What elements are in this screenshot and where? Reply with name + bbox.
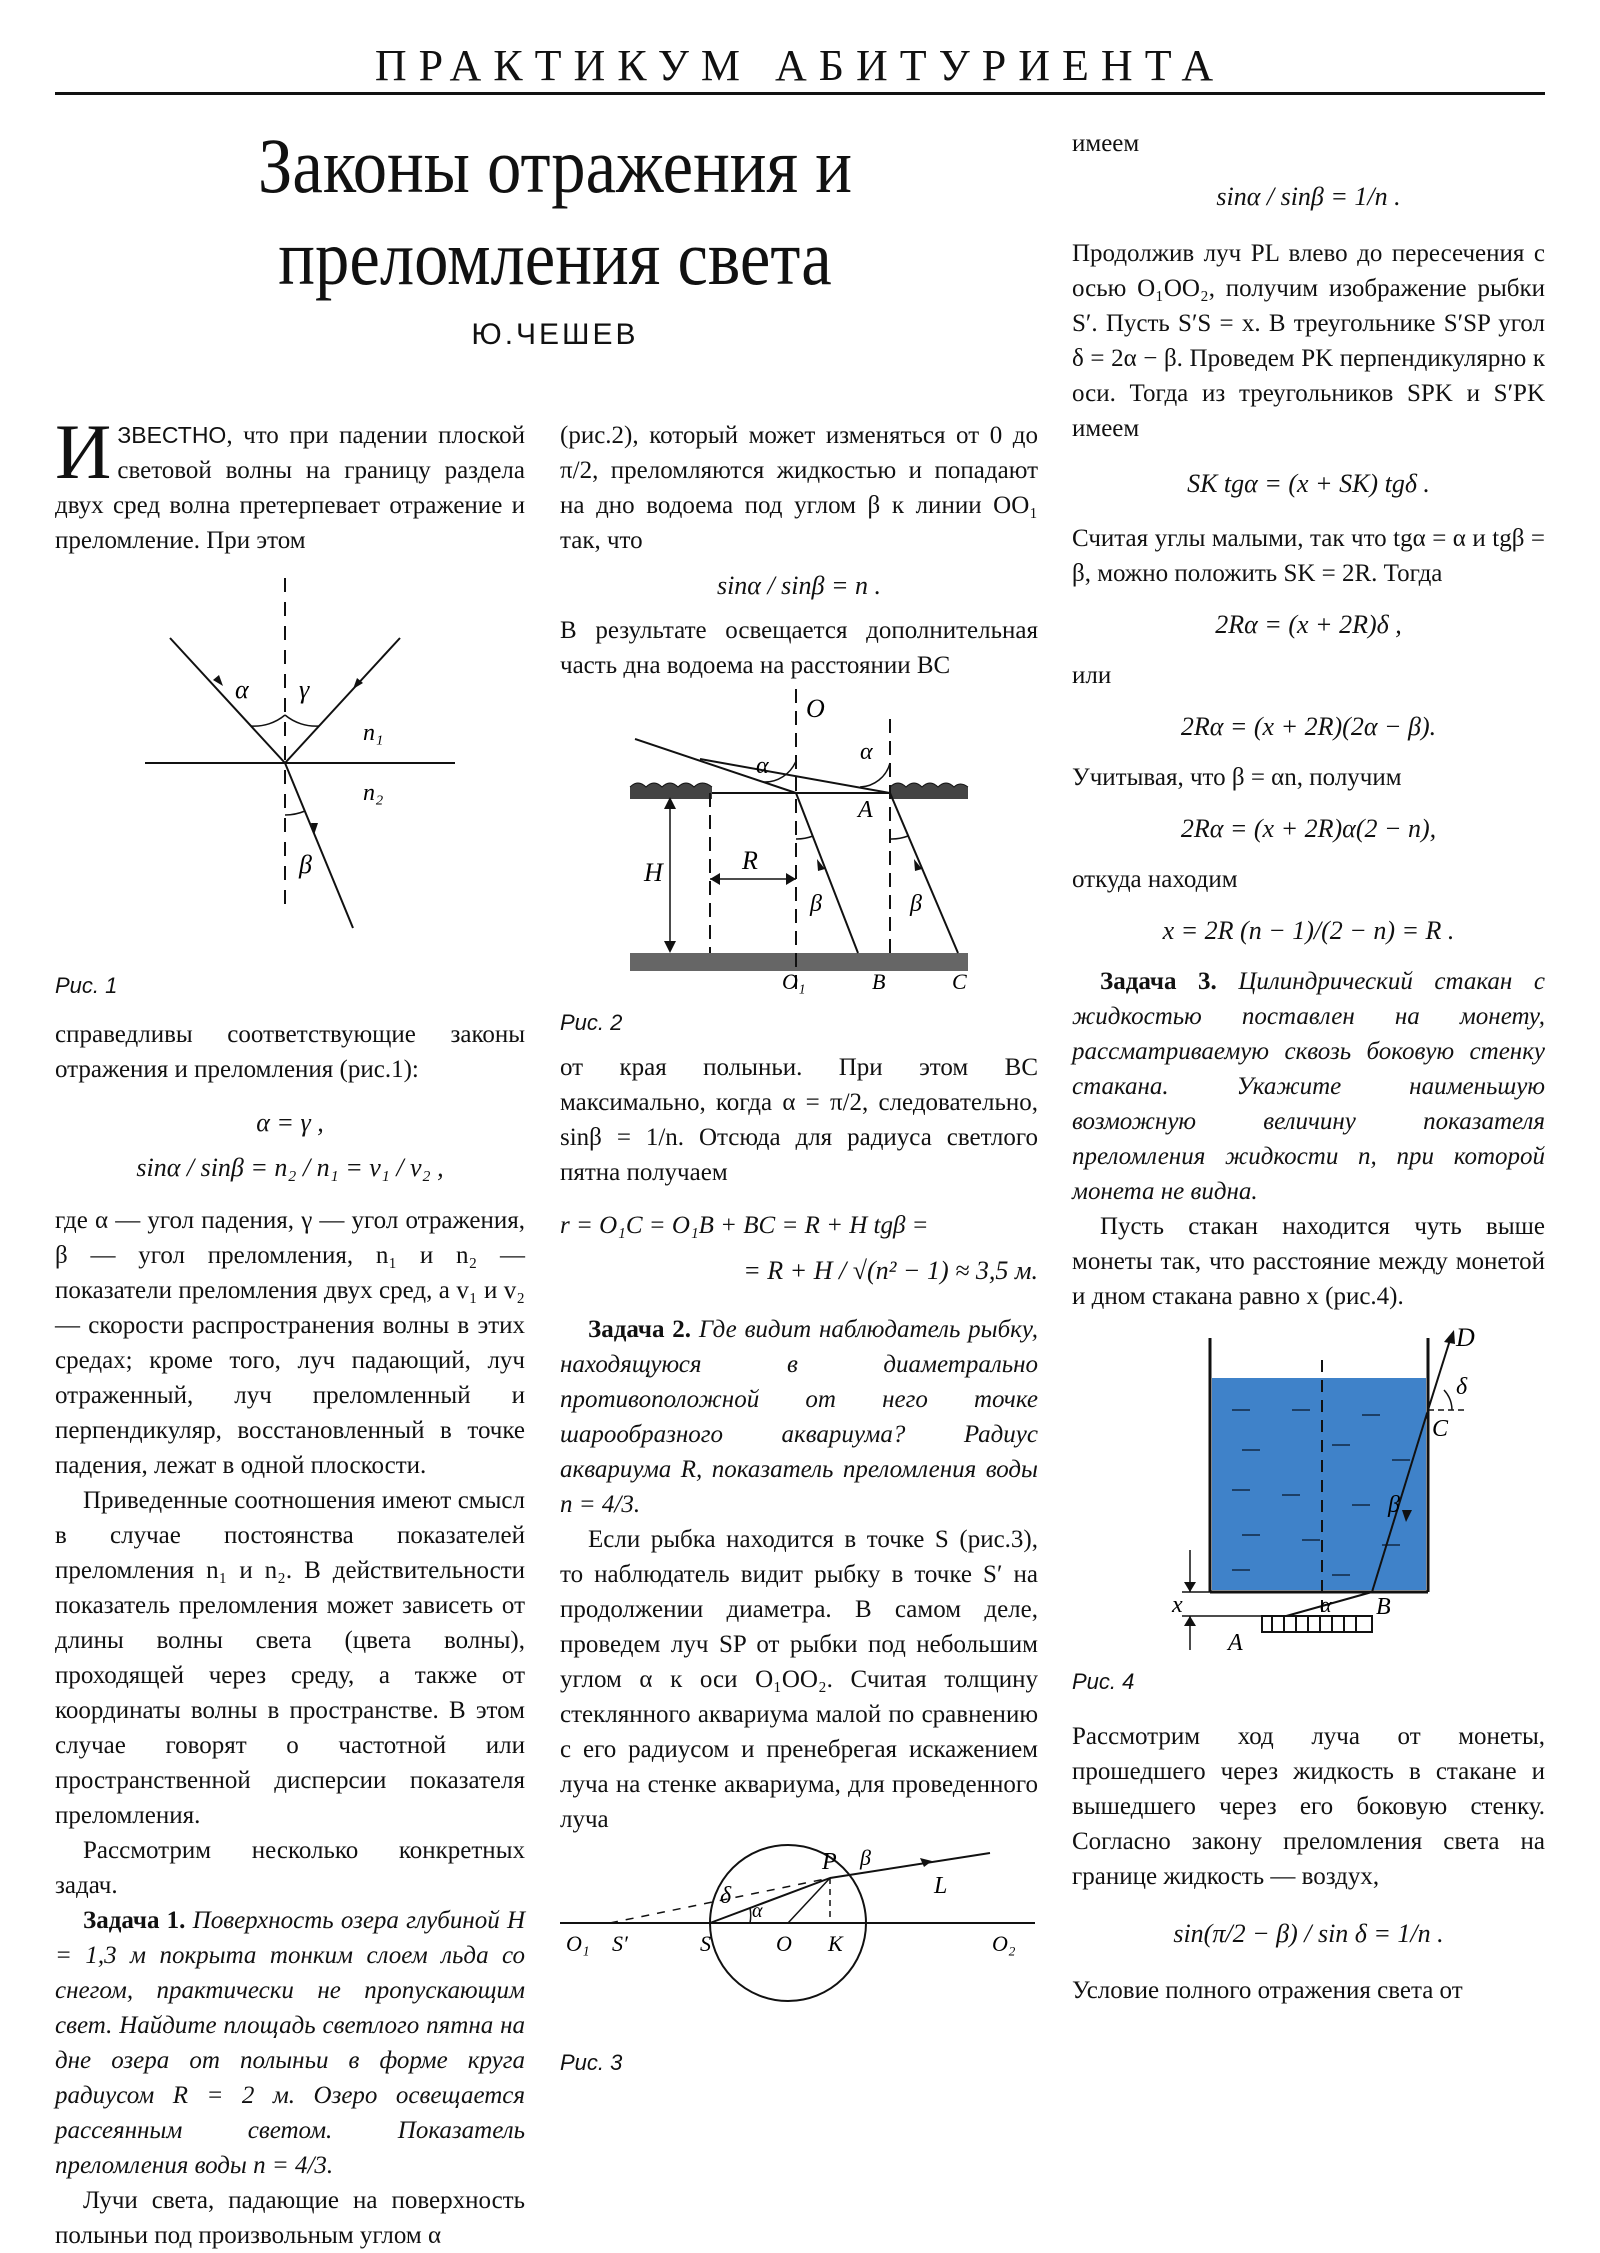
column-2 — [560, 418, 1038, 2080]
eq-a: 2Rα = (x + 2R)δ , — [1215, 610, 1402, 639]
fig2-B: B — [872, 969, 886, 994]
fig2-R: R — [742, 846, 758, 875]
figure-3 — [560, 1843, 1038, 2033]
fig4-beta: β — [1388, 1492, 1400, 1518]
fig3-O: O — [776, 1931, 792, 1956]
fig2-beta-1: β — [810, 891, 822, 917]
eq-sk: SK tgα = (x + SK) tgδ . — [1187, 469, 1430, 498]
eq-refraction: sinα / sinβ = n₂ / n₁ = v₁ / v₂ , — [136, 1153, 444, 1182]
solution3: Пусть стакан находится чуть выше монеты так, что расстояние между монетой и дном стакана равно x (рис.4). — [1072, 1213, 1545, 1310]
have-word: имеем — [1072, 130, 1140, 157]
task3-text: Цилиндрический стакан с жидкостью поставлен на монету, рассматриваемую сквозь боковую стенку стакана. Укажите наименьшую возможную величину показателя преломления жидкости n, при которой монета не видна. — [1072, 968, 1545, 1205]
consider-paragraph: Рассмотрим несколько конкретных задач. — [55, 1837, 525, 1899]
fig2-caption: Рис. 2 — [560, 1010, 623, 1035]
fig2-O: O — [806, 694, 825, 723]
task1 — [55, 1903, 525, 2183]
intro-text: , что при падении плоской световой волны на границу раздела двух сред волна претерпевает отражение и преломление. При этом — [55, 422, 525, 554]
eq-snell: sinα / sinβ = n . — [716, 571, 882, 600]
fig1-alpha: α — [235, 675, 249, 704]
column-3 — [1072, 126, 1545, 2008]
eq-c: 2Rα = (x + 2R)α(2 − n), — [1180, 814, 1437, 843]
figure-1 — [55, 568, 525, 978]
header-rule — [55, 92, 1545, 95]
fig3-O1: O₁ — [566, 1931, 590, 1956]
fig3-O2: O₂ — [992, 1931, 1016, 1956]
fig2-H: H — [644, 858, 663, 887]
rays-paragraph: Лучи света, падающие на поверхность полыньи под произвольным углом α — [55, 2187, 525, 2249]
fig1-gamma: γ — [299, 675, 310, 704]
fig2-A: A — [858, 797, 873, 823]
figure-4 — [1072, 1320, 1545, 1670]
task2 — [560, 1312, 1038, 1522]
task3 — [1072, 964, 1545, 1209]
fig1-beta: β — [299, 850, 312, 879]
fig1-caption: Рис. 1 — [55, 973, 118, 998]
fig2-alpha-2: α — [860, 739, 873, 765]
fig4-B: B — [1376, 1594, 1391, 1620]
fig3-S: S — [700, 1931, 711, 1956]
result-paragraph: В результате освещается дополнительная часть дна водоема на расстоянии BC — [560, 617, 1038, 679]
tir-paragraph: Условие полного отражения света от — [1072, 1977, 1463, 2004]
dispersion-paragraph: Приведенные соотношения имеют смысл в случае постоянства показателей преломления n₁ и n₂. В действительности показатель преломления может зависеть от длины волны света (цвета волны), проходящей через среду, а также от координаты волны в пространстве. В этом случае говорят о частотной или пространственной дисперсии показателя преломления. — [55, 1487, 525, 1829]
article-title — [115, 120, 995, 304]
eq-x: x = 2R (n − 1)/(2 − n) = R . — [1162, 916, 1455, 945]
whence-word: откуда находим — [1072, 866, 1238, 893]
running-title: ПРАКТИКУМ АБИТУРИЕНТА — [374, 41, 1226, 90]
eq-b: 2Rα = (x + 2R)(2α − β). — [1180, 712, 1437, 741]
eq-r2: = R + H / √(n² − 1) ≈ 3,5 м. — [743, 1256, 1038, 1285]
solution2: Если рыбка находится в точке S (рис.3), то наблюдатель видит рыбку в точке S′ на продолжении диаметра. В самом деле, проведем луч SP от рыбки под небольшим углом α к оси O₁OO₂. Считая толщину стеклянного аквариума малой по сравнению с его радиусом и пренебрегая искажением луча на стенке аквариума, для проведенного луча — [560, 1526, 1038, 1833]
task3-label: Задача 3. — [1100, 968, 1217, 995]
col2-cont: (рис.2), который может изменяться от 0 до π/2, преломляются жидкостью и попадают на дно водоема под углом β к линии OO₁ так, что — [560, 422, 1038, 554]
consider-ray: Рассмотрим ход луча от монеты, прошедшего через жидкость в стакане и вышедшего через его боковую стенку. Согласно закону преломления света на границе жидкость — воздух, — [1072, 1723, 1545, 1890]
fig3-P: P — [822, 1849, 837, 1875]
fig4-D: D — [1456, 1323, 1475, 1352]
eq-one-over-n: sinα / sinβ = 1/n . — [1216, 182, 1401, 211]
fig3-beta: β — [860, 1845, 871, 1870]
fig3-L: L — [934, 1873, 948, 1899]
author: Ю.ЧЕШЕВ — [471, 318, 639, 351]
eq-r1: r = O₁C = O₁B + BC = R + H tgβ = — [560, 1212, 929, 1239]
fig3-alpha: α — [752, 1900, 763, 1922]
edge-paragraph: от края полыньи. При этом BC максимально, когда α = π/2, следовательно, sinβ = 1/n. Отсюда для радиуса светлого пятна получаем — [560, 1054, 1038, 1186]
fig3-S-prime: S′ — [612, 1931, 628, 1956]
title-line-1: Законы отражения и — [258, 122, 852, 209]
fig4-C: C — [1432, 1416, 1449, 1442]
fig3-caption: Рис. 3 — [560, 2050, 623, 2075]
fig4-caption: Рис. 4 — [1072, 1669, 1135, 1694]
fig4-x: x — [1172, 1592, 1183, 1618]
fig4-alpha: α — [1320, 1592, 1332, 1617]
or-word: или — [1072, 662, 1112, 689]
eq-reflection: α = γ , — [256, 1108, 324, 1137]
small-angles: Считая углы малыми, так что tgα = α и tgβ = β, можно положить SK = 2R. Тогда — [1072, 525, 1545, 587]
fig4-delta: δ — [1456, 1374, 1468, 1400]
intro-paragraph — [55, 408, 525, 558]
fig2-O1: O₁ — [782, 969, 806, 994]
fig3-K: K — [828, 1931, 843, 1956]
intro-lead: ЗВЕСТНО — [117, 422, 227, 448]
fig1-n2: n₂ — [363, 780, 384, 806]
title-line-2: преломления света — [278, 214, 832, 301]
figure-2 — [560, 689, 1038, 1019]
task1-text: Поверхность озера глубиной H = 1,3 м покрыта тонким слоем льда со снегом, практически не пропускающим свет. Найдите площадь светлого пятна на дне озера от полыньи в форме круга радиусом R = 2 м. Озеро освещается рассеянным светом. Показатель преломления воды n = 4/3. — [55, 1907, 526, 2179]
fig1-n1: n₁ — [363, 720, 384, 746]
fig2-C: C — [952, 969, 967, 994]
continue-paragraph: Продолжив луч PL влево до пересечения с осью O₁OO₂, получим изображение рыбки S′. Пусть S′S = x. В треугольнике S′SP угол δ = 2α − β. Проведем PK перпендикулярно к оси. Тогда из треугольников SPK и S′PK имеем — [1072, 240, 1545, 442]
task2-label: Задача 2. — [588, 1316, 692, 1343]
task2-text: Где видит наблюдатель рыбку, находящуюся в диаметрально противоположной от него точке шарообразного аквариума? Радиус аквариума R, показатель преломления воды n = 4/3. — [560, 1316, 1038, 1518]
eq-total-reflection: sin(π/2 − β) / sin δ = 1/n . — [1173, 1919, 1444, 1948]
given-paragraph: Учитывая, что β = αn, получим — [1072, 764, 1402, 791]
task1-label: Задача 1. — [83, 1907, 186, 1934]
fig2-alpha-1: α — [756, 753, 769, 779]
drop-cap: И — [55, 408, 112, 495]
fig2-beta-2: β — [910, 891, 922, 917]
fig4-A: A — [1228, 1630, 1243, 1656]
column-1 — [55, 408, 526, 2253]
laws-intro: справедливы соответствующие законы отражения и преломления (рис.1): — [55, 1021, 525, 1083]
definitions: где α — угол падения, γ — угол отражения, β — угол преломления, n₁ и n₂ — показатели преломления двух сред, а v₁ и v₂ — скорости распространения волны в этих средах; кроме того, луч падающий, луч отраженный, луч преломленный и перпендикуляр, восстановленный в точке падения, лежат в одной плоскости. — [55, 1207, 525, 1479]
fig3-delta: δ — [720, 1883, 732, 1909]
